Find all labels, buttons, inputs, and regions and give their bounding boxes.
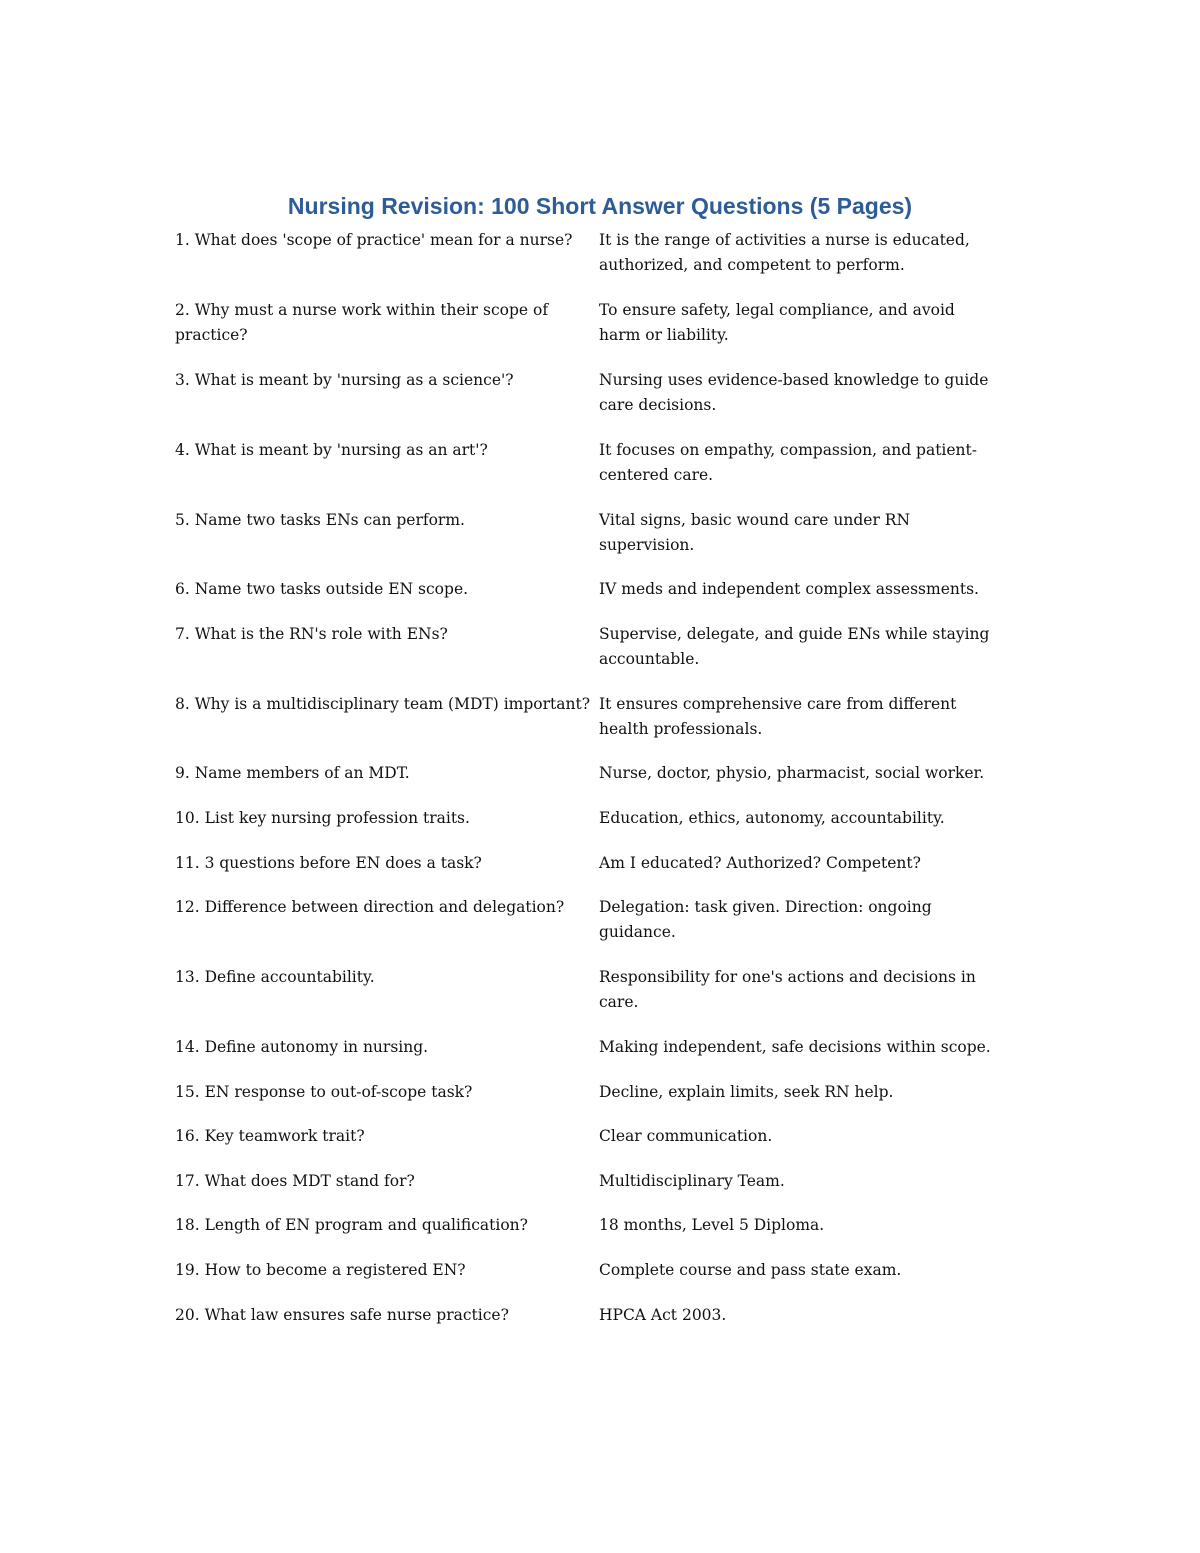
- answer: It is the range of activities a nurse is educated, authorized, and competent to perform.: [599, 231, 970, 274]
- answer: To ensure safety, legal compliance, and avoid harm or liability.: [599, 301, 955, 344]
- question: 7. What is the RN's role with ENs?: [175, 625, 448, 643]
- qa-row-4: [175, 438, 1005, 508]
- qa-row-2: [175, 298, 1005, 368]
- answer: It focuses on empathy, compassion, and patient-centered care.: [599, 441, 978, 484]
- question: 5. Name two tasks ENs can perform.: [175, 511, 465, 529]
- answer: Complete course and pass state exam.: [599, 1261, 902, 1279]
- question: 3. What is meant by 'nursing as a science'?: [175, 371, 514, 389]
- answer: Delegation: task given. Direction: ongoing guidance.: [599, 898, 932, 941]
- question: 18. Length of EN program and qualification?: [175, 1216, 528, 1234]
- answer: Nursing uses evidence-based knowledge to guide care decisions.: [599, 371, 989, 414]
- answer: Vital signs, basic wound care under RN supervision.: [599, 511, 911, 554]
- answer: Am I educated? Authorized? Competent?: [599, 854, 921, 872]
- answer: Responsibility for one's actions and decisions in care.: [599, 968, 976, 1011]
- answer: Clear communication.: [599, 1127, 773, 1145]
- question: 13. Define accountability.: [175, 968, 375, 986]
- qa-row-7: [175, 622, 1005, 692]
- answer: Nurse, doctor, physio, pharmacist, social worker.: [599, 764, 985, 782]
- document-title: Nursing Revision: 100 Short Answer Questions (5 Pages): [287, 193, 913, 219]
- question: 14. Define autonomy in nursing.: [175, 1038, 429, 1056]
- question: 17. What does MDT stand for?: [175, 1172, 415, 1190]
- qa-row-14: [175, 1035, 1005, 1080]
- answer: It ensures comprehensive care from different health professionals.: [599, 695, 957, 738]
- answer: HPCA Act 2003.: [599, 1306, 727, 1324]
- question: 8. Why is a multidisciplinary team (MDT) important?: [175, 695, 591, 713]
- qa-row-19: [175, 1258, 1005, 1303]
- answer: 18 months, Level 5 Diploma.: [599, 1216, 825, 1234]
- answer: Supervise, delegate, and guide ENs while staying accountable.: [599, 625, 990, 668]
- qa-row-3: [175, 368, 1005, 438]
- qa-row-6: [175, 577, 1005, 622]
- question: 2. Why must a nurse work within their scope of practice?: [175, 301, 549, 344]
- question: 4. What is meant by 'nursing as an art'?: [175, 441, 488, 459]
- qa-row-13: [175, 965, 1005, 1035]
- answer: Making independent, safe decisions within scope.: [599, 1038, 991, 1056]
- answer: Decline, explain limits, seek RN help.: [599, 1083, 894, 1101]
- question: 1. What does 'scope of practice' mean for a nurse?: [175, 231, 573, 249]
- qa-row-16: [175, 1124, 1005, 1169]
- qa-row-17: [175, 1169, 1005, 1213]
- question: 10. List key nursing profession traits.: [175, 809, 470, 827]
- qa-row-5: [175, 508, 1005, 577]
- question: 20. What law ensures safe nurse practice?: [175, 1306, 509, 1324]
- question: 11. 3 questions before EN does a task?: [175, 854, 482, 872]
- question: 6. Name two tasks outside EN scope.: [175, 580, 469, 598]
- answer: Multidisciplinary Team.: [599, 1172, 785, 1190]
- question: 15. EN response to out-of-scope task?: [175, 1083, 473, 1101]
- qa-row-10: [175, 806, 1005, 851]
- question: 19. How to become a registered EN?: [175, 1261, 466, 1279]
- qa-row-12: [175, 895, 1005, 965]
- qa-table: [175, 228, 1005, 1348]
- question: 9. Name members of an MDT.: [175, 764, 410, 782]
- qa-row-1: [175, 228, 1005, 298]
- question: 12. Difference between direction and delegation?: [175, 898, 565, 916]
- answer: Education, ethics, autonomy, accountability.: [599, 809, 945, 827]
- qa-row-9: [175, 761, 1005, 806]
- qa-row-11: [175, 851, 1005, 895]
- answer: IV meds and independent complex assessments.: [599, 580, 979, 598]
- qa-row-20: [175, 1303, 1005, 1348]
- question: 16. Key teamwork trait?: [175, 1127, 365, 1145]
- qa-row-8: [175, 692, 1005, 761]
- qa-row-18: [175, 1213, 1005, 1258]
- qa-row-15: [175, 1080, 1005, 1124]
